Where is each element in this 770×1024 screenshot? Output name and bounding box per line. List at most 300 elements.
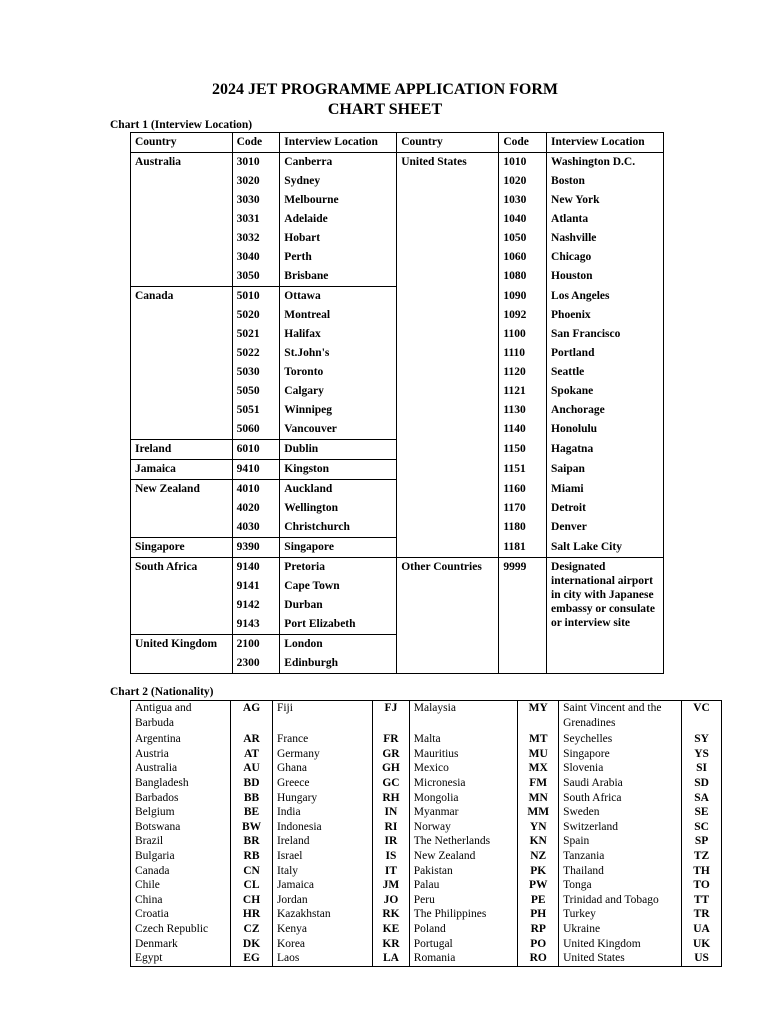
table-row (131, 248, 664, 267)
form-subtitle: CHART SHEET (327, 101, 443, 118)
country-cell (397, 229, 499, 248)
nationality-name: Korea (272, 937, 372, 952)
nationality-code: UK (682, 937, 722, 952)
nationality-name: Israel (272, 849, 372, 864)
nationality-code: RI (373, 820, 410, 835)
location-cell: Durban (280, 596, 397, 615)
country-cell (131, 248, 233, 267)
country-cell (131, 363, 233, 382)
table-row (131, 267, 664, 287)
nationality-name: Bulgaria (131, 849, 231, 864)
code-cell: 3050 (232, 267, 280, 287)
code-cell: 1160 (499, 480, 547, 500)
nationality-code: IT (373, 864, 410, 879)
code-cell: 3031 (232, 210, 280, 229)
nationality-name: Malaysia (409, 701, 518, 733)
nationality-name: Brazil (131, 834, 231, 849)
nationality-code: RB (231, 849, 273, 864)
country-cell (397, 306, 499, 325)
nationality-name: Sweden (559, 805, 682, 820)
country-cell (397, 210, 499, 229)
nationality-name: Kazakhstan (272, 907, 372, 922)
location-cell: Anchorage (547, 401, 664, 420)
nationality-code: GC (373, 776, 410, 791)
nationality-name: Greece (272, 776, 372, 791)
nationality-code: NZ (518, 849, 559, 864)
location-cell: Ottawa (280, 287, 397, 307)
table-row (131, 499, 664, 518)
nationality-code: FM (518, 776, 559, 791)
nationality-code: EG (231, 951, 273, 966)
code-cell: 3010 (232, 153, 280, 173)
nationality-name: Ghana (272, 761, 372, 776)
nationality-code: PW (518, 878, 559, 893)
nationality-code: KN (518, 834, 559, 849)
nationality-code: RH (373, 791, 410, 806)
code-cell: 9143 (232, 615, 280, 635)
location-cell: Seattle (547, 363, 664, 382)
nationality-code: BW (231, 820, 273, 835)
code-cell: 1020 (499, 172, 547, 191)
nationality-code: TO (682, 878, 722, 893)
nationality-table (130, 700, 722, 967)
nationality-name: Bangladesh (131, 776, 231, 791)
country-cell (397, 577, 499, 596)
code-cell: 9390 (232, 538, 280, 558)
nationality-name: Trinidad and Tobago (559, 893, 682, 908)
location-cell: Brisbane (280, 267, 397, 287)
location-cell: Phoenix (547, 306, 664, 325)
table-row (131, 834, 722, 849)
nationality-name: Italy (272, 864, 372, 879)
table-row (131, 191, 664, 210)
code-cell: 1120 (499, 363, 547, 382)
location-cell: Los Angeles (547, 287, 664, 307)
nationality-name: United States (559, 951, 682, 966)
country-cell: Singapore (131, 538, 233, 558)
nationality-code: CZ (231, 922, 273, 937)
nationality-name: Singapore (559, 747, 682, 762)
country-cell (397, 440, 499, 460)
location-cell: Designated international airport in city with Japanese embassy or consulate or interview site (547, 558, 664, 674)
code-cell: 2100 (232, 635, 280, 655)
code-cell: 6010 (232, 440, 280, 460)
nationality-code: BR (231, 834, 273, 849)
nationality-name: Turkey (559, 907, 682, 922)
nationality-code: SP (682, 834, 722, 849)
nationality-name: Slovenia (559, 761, 682, 776)
nationality-code: IN (373, 805, 410, 820)
nationality-name: Mexico (409, 761, 518, 776)
nationality-name: Kenya (272, 922, 372, 937)
country-cell (131, 191, 233, 210)
location-cell: Kingston (280, 460, 397, 480)
nationality-name: Egypt (131, 951, 231, 966)
code-cell: 9141 (232, 577, 280, 596)
location-cell: Portland (547, 344, 664, 363)
table-row (131, 849, 722, 864)
location-cell: Houston (547, 267, 664, 287)
location-cell: New York (547, 191, 664, 210)
nationality-code: MN (518, 791, 559, 806)
location-cell: Edinburgh (280, 654, 397, 674)
nationality-code: BE (231, 805, 273, 820)
location-cell: Cape Town (280, 577, 397, 596)
table-row (131, 153, 664, 173)
location-cell: Singapore (280, 538, 397, 558)
code-cell: 2300 (232, 654, 280, 674)
nationality-code: GR (373, 747, 410, 762)
code-cell: 1060 (499, 248, 547, 267)
country-cell (131, 596, 233, 615)
nationality-name: Tanzania (559, 849, 682, 864)
nationality-code: AR (231, 732, 273, 747)
nationality-code: MM (518, 805, 559, 820)
nationality-name: Belgium (131, 805, 231, 820)
nationality-code: PH (518, 907, 559, 922)
location-cell: Detroit (547, 499, 664, 518)
country-cell (397, 363, 499, 382)
nationality-name: China (131, 893, 231, 908)
nationality-code: SY (682, 732, 722, 747)
nationality-name: Portugal (409, 937, 518, 952)
nationality-name: Indonesia (272, 820, 372, 835)
nationality-name: Poland (409, 922, 518, 937)
country-cell (131, 306, 233, 325)
location-cell: Calgary (280, 382, 397, 401)
location-cell: Chicago (547, 248, 664, 267)
nationality-name: Ireland (272, 834, 372, 849)
country-cell (397, 267, 499, 287)
code-cell: 3040 (232, 248, 280, 267)
nationality-name: India (272, 805, 372, 820)
code-cell: 1140 (499, 420, 547, 440)
nationality-name: Norway (409, 820, 518, 835)
nationality-name: Saint Vincent and the Grenadines (559, 701, 682, 733)
table-row (131, 325, 664, 344)
table-row (131, 878, 722, 893)
location-cell: London (280, 635, 397, 655)
nationality-code: CL (231, 878, 273, 893)
location-cell: Melbourne (280, 191, 397, 210)
table-row (131, 558, 664, 578)
nationality-name: Pakistan (409, 864, 518, 879)
nationality-code: SD (682, 776, 722, 791)
country-cell: South Africa (131, 558, 233, 578)
location-cell: Hagatna (547, 440, 664, 460)
nationality-name: Switzerland (559, 820, 682, 835)
nationality-code: IR (373, 834, 410, 849)
code-cell: 9410 (232, 460, 280, 480)
column-header: Country (131, 133, 233, 153)
table-row (131, 363, 664, 382)
table-row (131, 907, 722, 922)
nationality-code: US (682, 951, 722, 966)
nationality-code: TZ (682, 849, 722, 864)
code-cell: 3030 (232, 191, 280, 210)
nationality-name: Botswana (131, 820, 231, 835)
table-row (131, 805, 722, 820)
table-row (131, 791, 722, 806)
nationality-code: BB (231, 791, 273, 806)
location-cell: Christchurch (280, 518, 397, 538)
nationality-code: GH (373, 761, 410, 776)
location-cell: Winnipeg (280, 401, 397, 420)
nationality-code: SI (682, 761, 722, 776)
country-cell (131, 344, 233, 363)
location-cell: Halifax (280, 325, 397, 344)
table-row (131, 701, 722, 733)
location-cell: Auckland (280, 480, 397, 500)
nationality-name: Palau (409, 878, 518, 893)
location-cell: Boston (547, 172, 664, 191)
nationality-code: DK (231, 937, 273, 952)
table-row (131, 210, 664, 229)
nationality-name: South Africa (559, 791, 682, 806)
code-cell: 4020 (232, 499, 280, 518)
nationality-name: Mauritius (409, 747, 518, 762)
nationality-name: Seychelles (559, 732, 682, 747)
code-cell: 1090 (499, 287, 547, 307)
nationality-name: Jamaica (272, 878, 372, 893)
country-cell (397, 538, 499, 558)
location-cell: Dublin (280, 440, 397, 460)
nationality-code: IS (373, 849, 410, 864)
code-cell: 5060 (232, 420, 280, 440)
code-cell: 5022 (232, 344, 280, 363)
nationality-name: Croatia (131, 907, 231, 922)
table-row (131, 922, 722, 937)
country-cell (131, 499, 233, 518)
table-row (131, 287, 664, 307)
table-row (131, 732, 722, 747)
nationality-code: SA (682, 791, 722, 806)
nationality-name: Laos (272, 951, 372, 966)
nationality-code: FR (373, 732, 410, 747)
code-cell: 4030 (232, 518, 280, 538)
country-cell (397, 248, 499, 267)
code-cell: 1050 (499, 229, 547, 248)
code-cell: 5020 (232, 306, 280, 325)
country-cell (397, 382, 499, 401)
location-cell: Perth (280, 248, 397, 267)
country-cell (397, 596, 499, 615)
code-cell: 1010 (499, 153, 547, 173)
table-row (131, 937, 722, 952)
table-row (131, 538, 664, 558)
nationality-name: Czech Republic (131, 922, 231, 937)
nationality-name: Tonga (559, 878, 682, 893)
nationality-code: KE (373, 922, 410, 937)
country-cell (131, 577, 233, 596)
location-cell: Adelaide (280, 210, 397, 229)
nationality-name: Myanmar (409, 805, 518, 820)
location-cell: Pretoria (280, 558, 397, 578)
country-cell (397, 401, 499, 420)
country-cell (397, 420, 499, 440)
country-cell (131, 382, 233, 401)
nationality-code: RK (373, 907, 410, 922)
country-cell (397, 518, 499, 538)
nationality-name: Malta (409, 732, 518, 747)
country-cell (131, 654, 233, 674)
nationality-name: Jordan (272, 893, 372, 908)
code-cell: 1080 (499, 267, 547, 287)
nationality-name: United Kingdom (559, 937, 682, 952)
nationality-name: Denmark (131, 937, 231, 952)
location-cell: Hobart (280, 229, 397, 248)
nationality-name: Chile (131, 878, 231, 893)
code-cell: 5021 (232, 325, 280, 344)
nationality-code: PK (518, 864, 559, 879)
table-row (131, 401, 664, 420)
nationality-name: Canada (131, 864, 231, 879)
location-cell: Canberra (280, 153, 397, 173)
code-cell: 1121 (499, 382, 547, 401)
country-cell: Ireland (131, 440, 233, 460)
nationality-code: RO (518, 951, 559, 966)
country-cell: United States (397, 153, 499, 173)
country-cell (397, 172, 499, 191)
country-cell (131, 325, 233, 344)
table-row (131, 460, 664, 480)
nationality-code: JM (373, 878, 410, 893)
table-row (131, 893, 722, 908)
table-row (131, 776, 722, 791)
location-cell: Vancouver (280, 420, 397, 440)
country-cell (397, 480, 499, 500)
nationality-name: Austria (131, 747, 231, 762)
table-row (131, 440, 664, 460)
nationality-name: The Netherlands (409, 834, 518, 849)
location-cell: Spokane (547, 382, 664, 401)
country-cell (131, 615, 233, 635)
nationality-code: KR (373, 937, 410, 952)
code-cell: 5030 (232, 363, 280, 382)
code-cell: 1151 (499, 460, 547, 480)
location-cell: St.John's (280, 344, 397, 363)
nationality-code: JO (373, 893, 410, 908)
nationality-name: The Philippines (409, 907, 518, 922)
table-row (131, 820, 722, 835)
code-cell: 9140 (232, 558, 280, 578)
location-cell: Honolulu (547, 420, 664, 440)
nationality-code: CH (231, 893, 273, 908)
table-row (131, 480, 664, 500)
country-cell (131, 267, 233, 287)
column-header: Interview Location (280, 133, 397, 153)
nationality-name: Thailand (559, 864, 682, 879)
nationality-name: Micronesia (409, 776, 518, 791)
location-cell: Washington D.C. (547, 153, 664, 173)
nationality-code: MT (518, 732, 559, 747)
code-cell: 5050 (232, 382, 280, 401)
table-row (131, 747, 722, 762)
country-cell (397, 325, 499, 344)
code-cell: 1110 (499, 344, 547, 363)
table-row (131, 344, 664, 363)
table-row (131, 518, 664, 538)
country-cell (131, 420, 233, 440)
nationality-name: France (272, 732, 372, 747)
nationality-code: TH (682, 864, 722, 879)
form-title: 2024 JET PROGRAMME APPLICATION FORM (211, 81, 559, 98)
nationality-code: AG (231, 701, 273, 733)
country-cell (131, 518, 233, 538)
country-cell (397, 635, 499, 655)
table-row (131, 951, 722, 966)
country-cell (397, 344, 499, 363)
nationality-code: HR (231, 907, 273, 922)
nationality-code: BD (231, 776, 273, 791)
table-row (131, 864, 722, 879)
country-cell: Jamaica (131, 460, 233, 480)
country-cell (131, 172, 233, 191)
code-cell: 3020 (232, 172, 280, 191)
chart1-label: Chart 1 (Interview Location) (110, 119, 253, 131)
table-row (131, 382, 664, 401)
nationality-name: Saudi Arabia (559, 776, 682, 791)
nationality-code: FJ (373, 701, 410, 733)
code-cell: 1100 (499, 325, 547, 344)
country-cell (131, 401, 233, 420)
nationality-code: VC (682, 701, 722, 733)
code-cell: 1092 (499, 306, 547, 325)
location-cell: Nashville (547, 229, 664, 248)
nationality-name: Romania (409, 951, 518, 966)
country-cell: Other Countries (397, 558, 499, 578)
nationality-name: Fiji (272, 701, 372, 733)
country-cell (397, 654, 499, 674)
country-cell: United Kingdom (131, 635, 233, 655)
nationality-code: UA (682, 922, 722, 937)
country-cell (131, 229, 233, 248)
nationality-name: Peru (409, 893, 518, 908)
nationality-name: Argentina (131, 732, 231, 747)
nationality-code: LA (373, 951, 410, 966)
code-cell: 9999 (499, 558, 547, 674)
table-row (131, 761, 722, 776)
code-cell: 5010 (232, 287, 280, 307)
country-cell (397, 287, 499, 307)
column-header: Country (397, 133, 499, 153)
country-cell (397, 191, 499, 210)
nationality-name: Ukraine (559, 922, 682, 937)
nationality-code: PO (518, 937, 559, 952)
code-cell: 1180 (499, 518, 547, 538)
nationality-name: Spain (559, 834, 682, 849)
location-cell: Salt Lake City (547, 538, 664, 558)
nationality-name: Antigua and Barbuda (131, 701, 231, 733)
nationality-code: AU (231, 761, 273, 776)
location-cell: Saipan (547, 460, 664, 480)
interview-location-table (130, 132, 664, 674)
nationality-name: Mongolia (409, 791, 518, 806)
nationality-code: TT (682, 893, 722, 908)
location-cell: Montreal (280, 306, 397, 325)
column-header: Interview Location (547, 133, 664, 153)
country-cell: New Zealand (131, 480, 233, 500)
country-cell: Australia (131, 153, 233, 173)
code-cell: 1150 (499, 440, 547, 460)
code-cell: 9142 (232, 596, 280, 615)
nationality-code: CN (231, 864, 273, 879)
code-cell: 1170 (499, 499, 547, 518)
location-cell: Sydney (280, 172, 397, 191)
nationality-code: AT (231, 747, 273, 762)
location-cell: Port Elizabeth (280, 615, 397, 635)
column-header: Code (499, 133, 547, 153)
